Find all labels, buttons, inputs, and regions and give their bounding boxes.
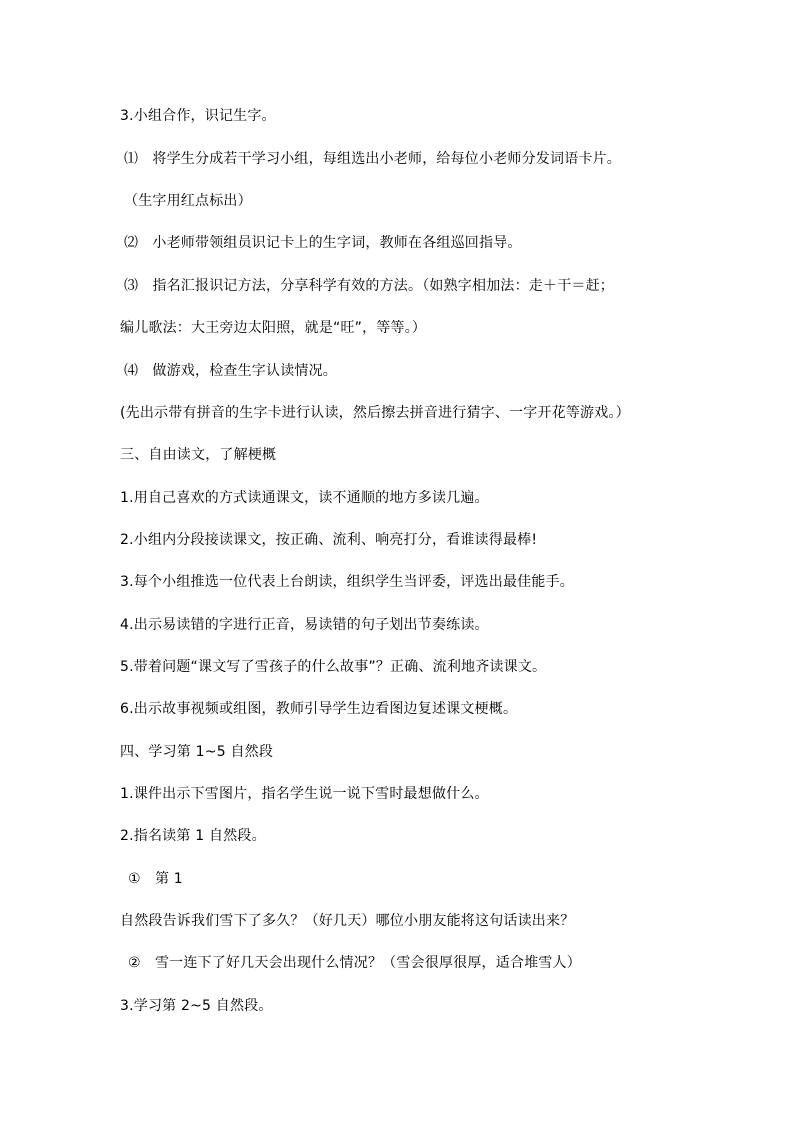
step-item-1: ⑴ 将学生分成若干学习小组，每组选出小老师，给每位小老师分发词语卡片。 [124, 151, 621, 167]
step-item-3: ⑶ 指名汇报识记方法，分享科学有效的方法。（如熟字相加法：走＋干＝赶； [124, 278, 614, 294]
section-4-item-3: 3.学习第 2~5 自然段。 [120, 998, 273, 1014]
section-4-subitem-1: ① 第 1 [128, 871, 183, 887]
step-item-3-continued: 编儿歌法：大王旁边太阳照，就是“旺”，等等。） [120, 320, 427, 336]
section-3-item-1: 1.用自己喜欢的方式读通课文，读不通顺的地方多读几遍。 [120, 490, 489, 506]
step-item-1-note: （生字用红点标出） [124, 193, 252, 209]
section-4-item-2: 2.指名读第 1 自然段。 [120, 828, 266, 844]
section-4-subitem-2: ② 雪一连下了好几天会出现什么情况？（雪会很厚很厚，适合堆雪人） [128, 955, 581, 971]
step-item-2: ⑵ 小老师带领组员识记卡上的生字词，教师在各组巡回指导。 [124, 235, 522, 251]
section-3-item-6: 6.出示故事视频或组图，教师引导学生边看图边复述课文梗概。 [120, 701, 518, 717]
step-heading: 3.小组合作，识记生字。 [120, 108, 276, 124]
section-3-item-3: 3.每个小组推选一位代表上台朗读，组织学生当评委，评选出最佳能手。 [120, 574, 574, 590]
step-item-4-note: (先出示带有拼音的生字卡进行认读，然后擦去拼音进行猜字、一字开花等游戏。） [120, 405, 630, 421]
section-3-item-5: 5.带着问题“课文写了雪孩子的什么故事”？正确、流利地齐读课文。 [120, 659, 547, 675]
section-4-item-1: 1.课件出示下雪图片，指名学生说一说下雪时最想做什么。 [120, 786, 489, 802]
section-heading-4: 四、学习第 1~5 自然段 [120, 744, 274, 760]
step-item-4: ⑷ 做游戏，检查生字认读情况。 [124, 363, 337, 379]
section-4-subitem-1-continued: 自然段告诉我们雪下了多久？（好几天）哪位小朋友能将这句话读出来？ [120, 913, 575, 929]
section-3-item-4: 4.出示易读错的字进行正音，易读错的句子划出节奏练读。 [120, 617, 489, 633]
section-heading-3: 三、自由读文，了解梗概 [120, 447, 277, 463]
section-3-item-2: 2.小组内分段接读课文，按正确、流利、响亮打分，看谁读得最棒! [120, 532, 538, 548]
